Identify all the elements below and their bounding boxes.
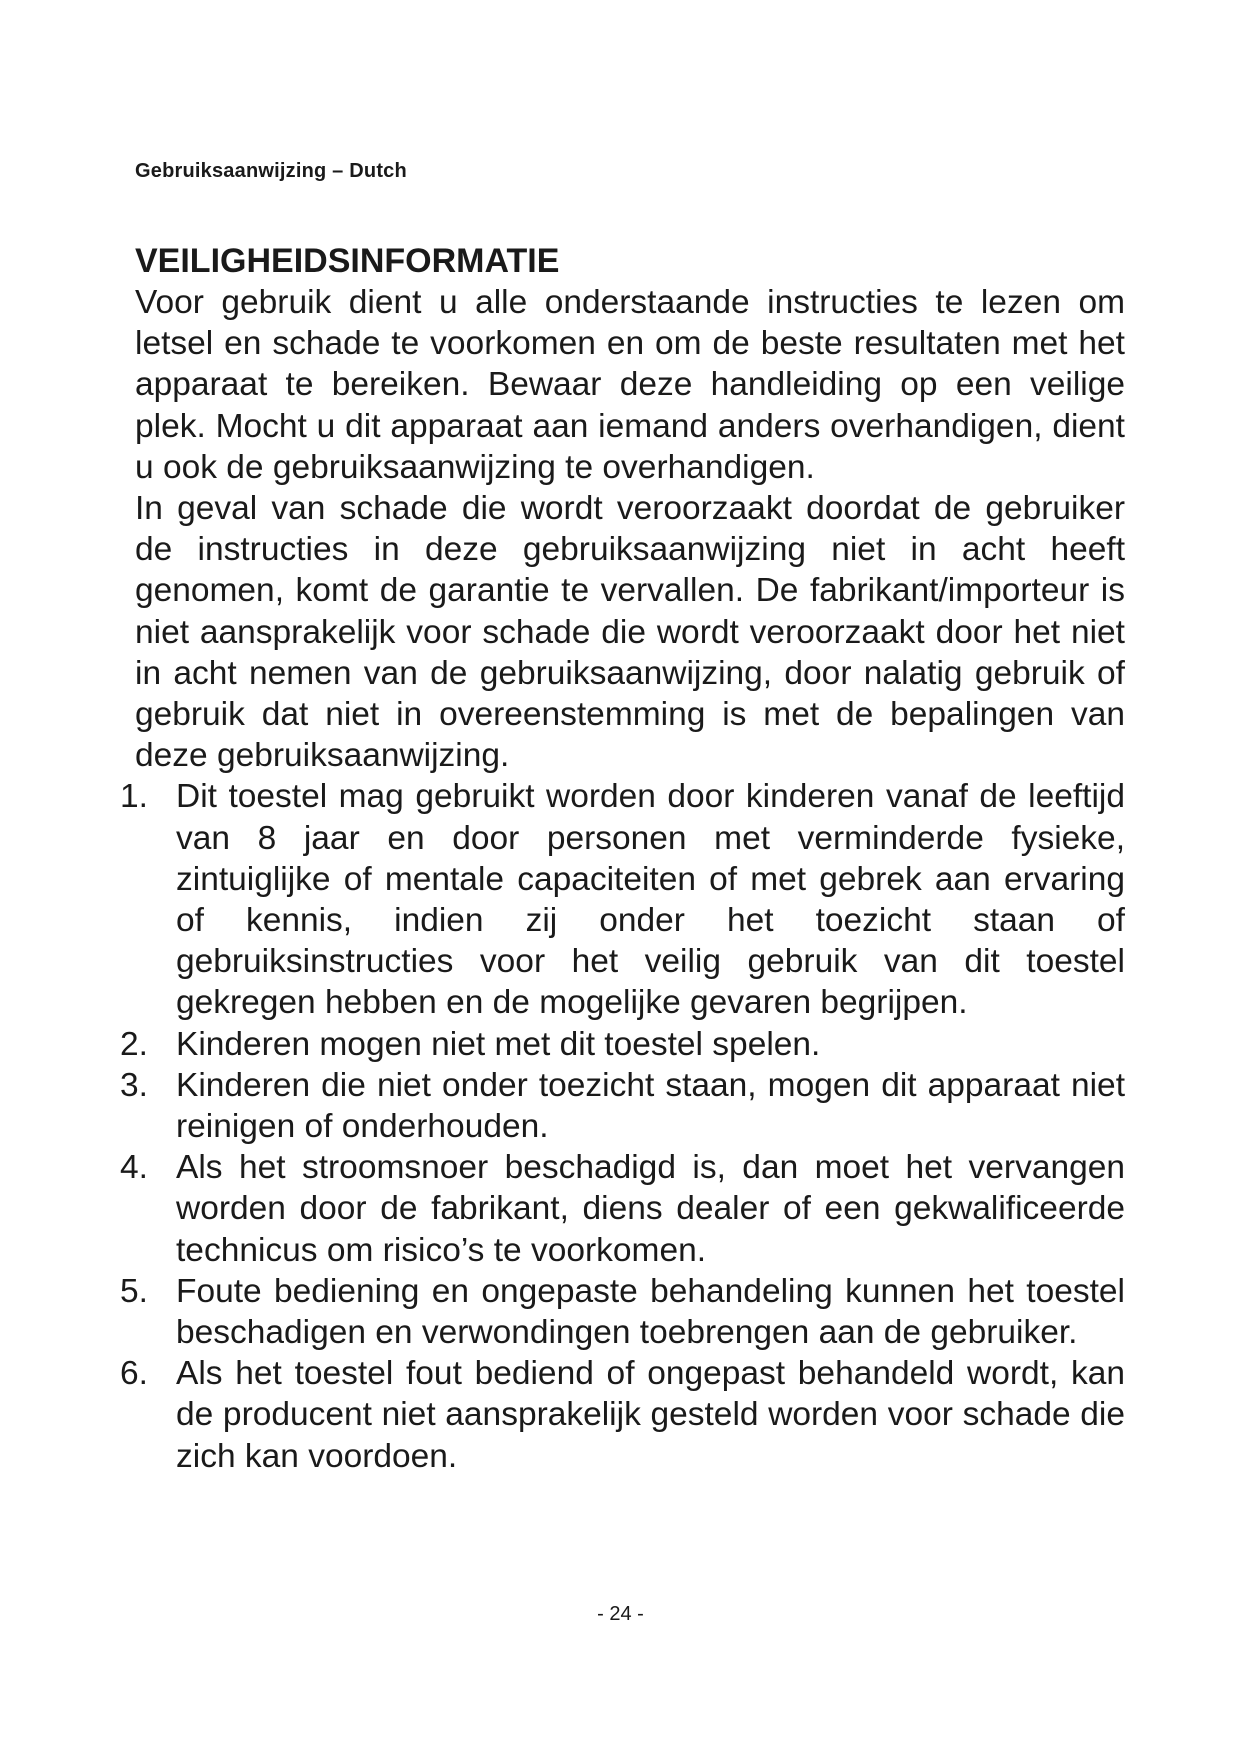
- list-item-text: Foute bediening en ongepaste behandeling kunnen het toestel beschadigen en verwondingen toebrengen aan de gebruiker.: [176, 1272, 1125, 1352]
- document-header: Gebruiksaanwijzing – Dutch: [135, 160, 407, 182]
- list-item: [120, 1024, 1125, 1065]
- warranty-paragraph: In geval van schade die wordt veroorzaakt doordat de gebruiker de instructies in deze gebruiksaanwijzing niet in acht heeft genomen, komt de garantie te vervallen. De fabrikant/importeur is niet aansprakelijk voor schade die wordt veroorzaakt door het niet in acht nemen van de gebruiksaanwijzing, door nalatig gebruik of gebruik dat niet in overeenstemming is met de bepalingen van deze gebruiksaanwijzing.: [135, 490, 1125, 775]
- list-item-number: 1.: [120, 778, 148, 816]
- list-item-number: 6.: [120, 1355, 148, 1393]
- list-item: [120, 1065, 1125, 1147]
- list-item-text: Kinderen die niet onder toezicht staan, mogen dit apparaat niet reinigen of onderhouden.: [176, 1066, 1125, 1146]
- list-item-number: 2.: [120, 1025, 148, 1063]
- section-title: VEILIGHEIDSINFORMATIE: [135, 242, 560, 280]
- safety-section: [120, 240, 1125, 1477]
- safety-list: [120, 776, 1125, 1476]
- list-item: [120, 1147, 1125, 1271]
- list-item-text: Kinderen mogen niet met dit toestel spelen.: [176, 1025, 821, 1063]
- list-item: [120, 776, 1125, 1023]
- list-item-text: Als het stroomsnoer beschadigd is, dan moet het vervangen worden door de fabrikant, diens dealer of een gekwalificeerde technicus om risico’s te voorkomen.: [176, 1149, 1125, 1269]
- list-item: [120, 1271, 1125, 1353]
- list-item-text: Als het toestel fout bediend of ongepast behandeld wordt, kan de producent niet aansprakelijk gesteld worden voor schade die zich kan voordoen.: [176, 1355, 1125, 1475]
- list-item: [120, 1353, 1125, 1477]
- list-item-number: 3.: [120, 1066, 148, 1104]
- list-item-text: Dit toestel mag gebruikt worden door kinderen vanaf de leeftijd van 8 jaar en door personen met verminderde fysieke, zintuiglijke of mentale capaciteiten of met gebrek aan ervaring of kennis, indien zij onder het toezicht staan of gebruiksinstructies voor het veilig gebruik van dit toestel gekregen hebben en de mogelijke gevaren begrijpen.: [176, 778, 1125, 1022]
- list-item-number: 4.: [120, 1149, 148, 1187]
- page-number: - 24 -: [597, 1603, 644, 1625]
- intro-paragraph: Voor gebruik dient u alle onderstaande instructies te lezen om letsel en schade te voorkomen en om de beste resultaten met het apparaat te bereiken. Bewaar deze handleiding op een veilige plek. Mocht u dit apparaat aan iemand anders overhandigen, dient u ook de gebruiksaanwijzing te overhandigen.: [135, 284, 1125, 486]
- list-item-number: 5.: [120, 1272, 148, 1310]
